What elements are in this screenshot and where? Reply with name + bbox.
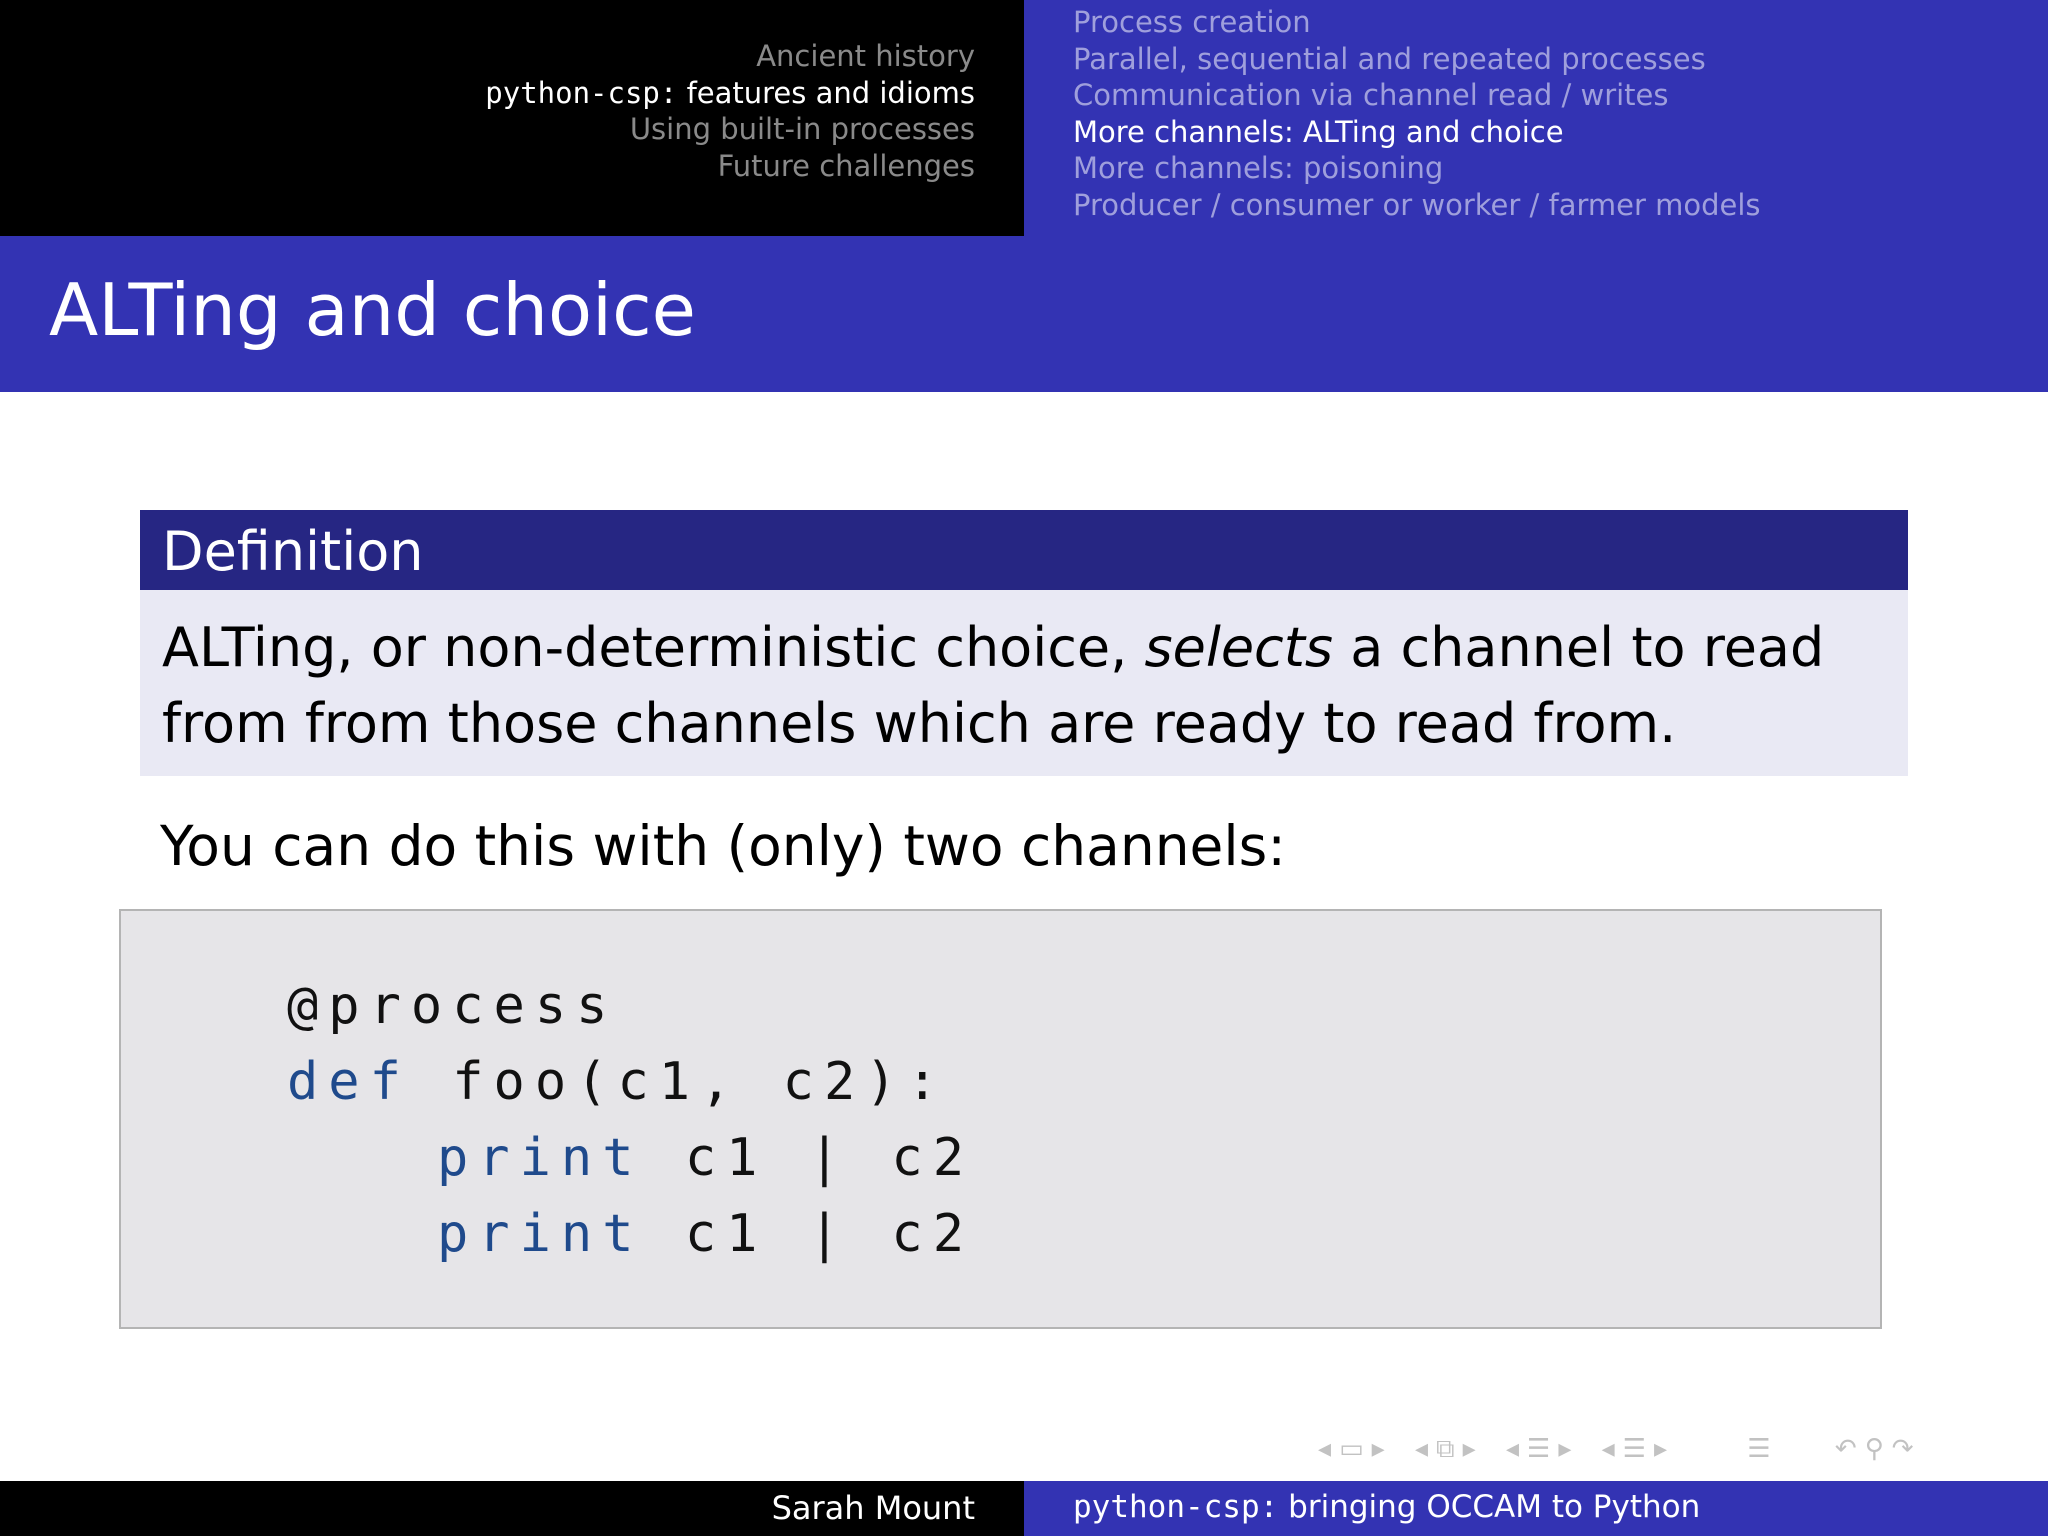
code-keyword-print: print bbox=[437, 1204, 644, 1264]
subsection-navigation bbox=[1073, 4, 1761, 223]
code-keyword-print: print bbox=[437, 1128, 644, 1188]
intro-text: You can do this with (only) two channels: bbox=[160, 814, 1286, 878]
subsection-link-producer-consumer[interactable]: Producer / consumer or worker / farmer models bbox=[1073, 187, 1761, 222]
subsection-link-process-creation[interactable]: Process creation bbox=[1073, 5, 1311, 39]
code-line-print-2 bbox=[437, 1204, 974, 1264]
prev-slide-arrow-icon[interactable]: ◂ bbox=[1318, 1434, 1332, 1464]
footer-author: Sarah Mount bbox=[771, 1489, 975, 1527]
header-subsections-panel bbox=[1024, 0, 2048, 236]
next-subsection-arrow-icon[interactable]: ▸ bbox=[1558, 1434, 1572, 1464]
code-decorator: @process bbox=[287, 976, 618, 1036]
definition-text bbox=[162, 610, 1892, 762]
frame-icon[interactable]: ⧉ bbox=[1436, 1434, 1455, 1464]
definition-text-start: ALTing, or non-deterministic choice, bbox=[162, 616, 1145, 679]
redo-icon[interactable]: ↷ bbox=[1891, 1434, 1914, 1464]
section-link-future-challenges[interactable]: Future challenges bbox=[717, 148, 975, 183]
footer-title-mono: python-csp: bbox=[1073, 1489, 1279, 1525]
code-block bbox=[119, 909, 1882, 1329]
subsection-link-parallel-processes[interactable]: Parallel, sequential and repeated processes bbox=[1073, 41, 1706, 76]
header-sections-panel bbox=[0, 0, 1024, 236]
next-section-arrow-icon[interactable]: ▸ bbox=[1654, 1434, 1668, 1464]
next-slide-arrow-icon[interactable]: ▸ bbox=[1371, 1434, 1385, 1464]
subsection-link-poisoning[interactable]: More channels: poisoning bbox=[1073, 151, 1444, 185]
code-line-print-1 bbox=[437, 1128, 974, 1188]
undo-icon[interactable]: ↶ bbox=[1834, 1434, 1857, 1464]
subsection-link-communication[interactable]: Communication via channel read / writes bbox=[1073, 78, 1669, 112]
section-link-features-and-idioms[interactable] bbox=[485, 75, 975, 112]
code-keyword-def: def bbox=[287, 1052, 411, 1112]
section-link-built-in-processes[interactable]: Using built-in processes bbox=[629, 112, 975, 146]
footer-title-rest: bringing OCCAM to Python bbox=[1278, 1489, 1701, 1525]
code-line-def bbox=[287, 1052, 948, 1112]
definition-title: Definition bbox=[162, 520, 424, 583]
code-line-decorator bbox=[287, 976, 618, 1036]
next-frame-arrow-icon[interactable]: ▸ bbox=[1462, 1434, 1476, 1464]
section-navigation bbox=[485, 38, 975, 184]
footer-title bbox=[1073, 1489, 1700, 1526]
prev-subsection-arrow-icon[interactable]: ◂ bbox=[1505, 1434, 1519, 1464]
slide-icon[interactable]: ▭ bbox=[1339, 1434, 1364, 1464]
footer-title-panel bbox=[1024, 1481, 2048, 1536]
section-link-ancient-history[interactable]: Ancient history bbox=[756, 39, 975, 73]
slide-navigation-controls bbox=[1318, 1434, 1922, 1470]
section-label: features and idioms bbox=[686, 75, 975, 110]
page-title: ALTing and choice bbox=[49, 268, 696, 352]
search-icon[interactable]: ⚲ bbox=[1864, 1434, 1884, 1464]
subsection-link-alting-and-choice[interactable]: More channels: ALTing and choice bbox=[1073, 114, 1564, 149]
prev-frame-arrow-icon[interactable]: ◂ bbox=[1414, 1434, 1429, 1464]
definition-block-body bbox=[140, 590, 1908, 776]
section-icon[interactable]: ☰ bbox=[1622, 1434, 1647, 1464]
definition-block bbox=[140, 510, 1908, 776]
code-print-args: c1 | c2 bbox=[643, 1128, 974, 1188]
code-function-signature: foo(c1, c2): bbox=[410, 1052, 948, 1112]
definition-block-header bbox=[140, 510, 1908, 590]
section-mono-prefix: python-csp: bbox=[485, 75, 678, 110]
prev-section-arrow-icon[interactable]: ◂ bbox=[1601, 1434, 1615, 1464]
document-icon[interactable]: ☰ bbox=[1747, 1434, 1771, 1464]
definition-emphasis: selects bbox=[1144, 616, 1334, 679]
subsection-icon[interactable]: ☰ bbox=[1527, 1434, 1551, 1464]
footer-author-panel bbox=[0, 1481, 1024, 1536]
definition-text-end: a channel to read from from those channels which are ready to read from. bbox=[162, 616, 1825, 755]
code-print-args: c1 | c2 bbox=[643, 1204, 974, 1264]
